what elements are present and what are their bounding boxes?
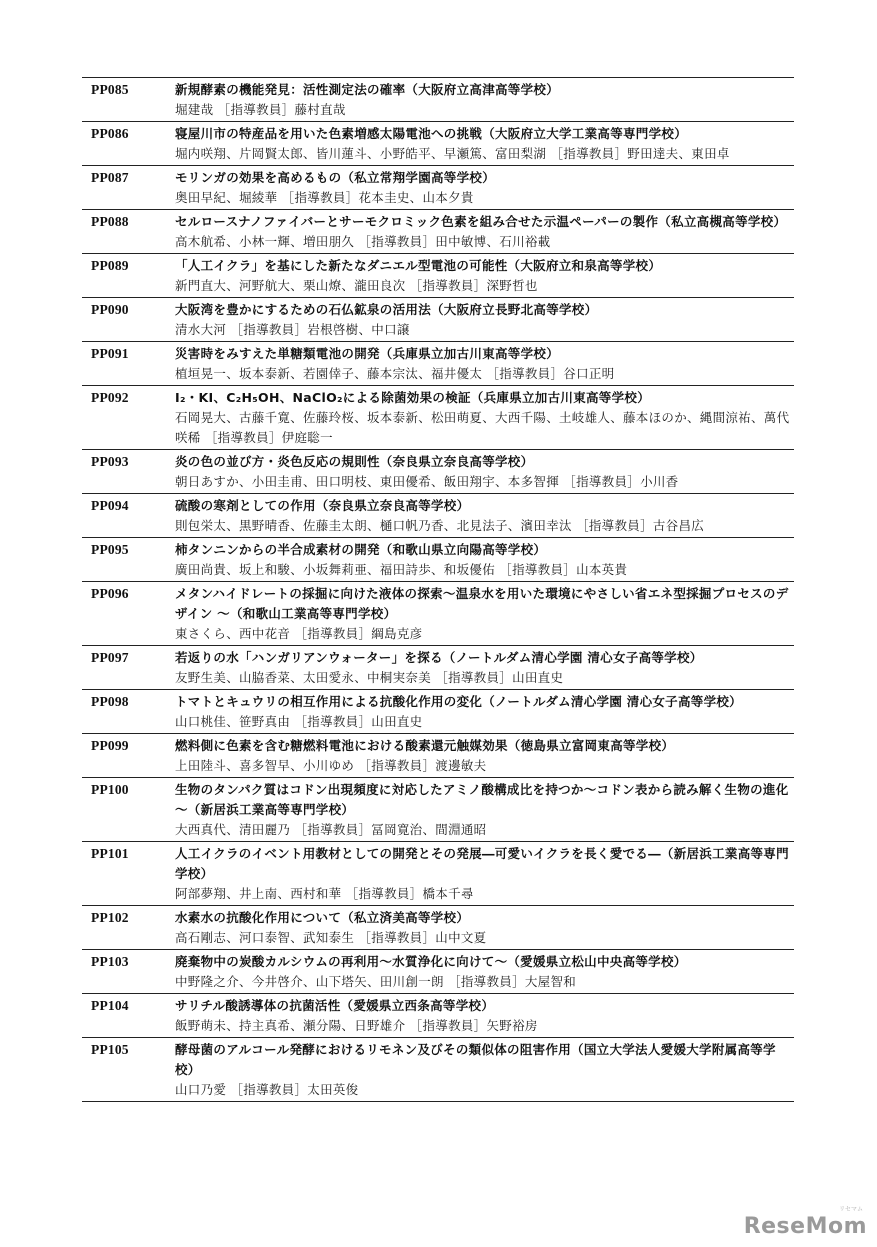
entry-authors: 堀内咲翔、片岡賢太郎、皆川蓮斗、小野皓平、早瀬篤、富田梨湖 ［指導教員］野田達夫、東田卓 xyxy=(175,146,730,161)
entry-id: PP086 xyxy=(91,126,129,141)
resemom-logo: ReseMom xyxy=(743,1214,867,1239)
entry-authors: 廣田尚貴、坂上和駿、小坂舞莉亜、福田詩歩、和坂優佑 ［指導教員］山本英貴 xyxy=(175,562,628,577)
entry-title: 硫酸の寒剤としての作用（奈良県立奈良高等学校） xyxy=(175,498,470,513)
table-row xyxy=(82,734,794,778)
entry-authors: 清水大河 ［指導教員］岩根啓樹、中口譲 xyxy=(175,322,410,337)
entry-title: トマトとキュウリの相互作用による抗酸化作用の変化（ノートルダム清心学園 清心女子高等学校） xyxy=(175,694,742,709)
entry-title: 生物のタンパク質はコドン出現頻度に対応したアミノ酸構成比を持つか～コドン表から読み解く生物の進化～（新居浜工業高等専門学校） xyxy=(175,782,789,817)
entry-title: 大阪湾を豊かにするための石仏鉱泉の活用法（大阪府立長野北高等学校） xyxy=(175,302,598,317)
entry-authors: 植垣晃一、坂本泰新、若園倖子、藤本宗汰、福井優太 ［指導教員］谷口正明 xyxy=(175,366,615,381)
entry-authors: 朝日あすか、小田圭甫、田口明枝、東田優希、飯田翔宇、本多智揮 ［指導教員］小川香 xyxy=(175,474,679,489)
table-row xyxy=(82,994,794,1038)
entry-authors: 高木航希、小林一輝、増田朋久 ［指導教員］田中敏博、石川裕載 xyxy=(175,234,551,249)
entry-authors: 山口乃愛 ［指導教員］太田英俊 xyxy=(175,1082,359,1097)
entry-authors: 友野生美、山脇香菜、太田愛永、中桐実奈美 ［指導教員］山田直史 xyxy=(175,670,564,685)
watermark-subtext: リセマム xyxy=(839,1206,863,1213)
table-row xyxy=(82,646,794,690)
table-row xyxy=(82,1038,794,1102)
entry-title: モリンガの効果を高めるもの（私立常翔学園高等学校） xyxy=(175,170,496,185)
entry-title: 「人工イクラ」を基にした新たなダニエル型電池の可能性（大阪府立和泉高等学校） xyxy=(175,258,662,273)
entry-id: PP101 xyxy=(91,846,129,861)
entry-id: PP096 xyxy=(91,586,129,601)
entry-title: 寝屋川市の特産品を用いた色素増感太陽電池への挑戦（大阪府立大学工業高等専門学校） xyxy=(175,126,688,141)
entry-id: PP100 xyxy=(91,782,129,797)
table-row xyxy=(82,842,794,906)
table-row xyxy=(82,538,794,582)
table-row xyxy=(82,122,794,166)
entry-title: サリチル酸誘導体の抗菌活性（愛媛県立西条高等学校） xyxy=(175,998,495,1013)
entry-id: PP091 xyxy=(91,346,129,361)
table-row xyxy=(82,906,794,950)
table-row xyxy=(82,298,794,342)
entry-id: PP105 xyxy=(91,1042,129,1057)
entry-title: 災害時をみすえた単糖類電池の開発（兵庫県立加古川東高等学校） xyxy=(175,346,560,361)
entry-id: PP104 xyxy=(91,998,129,1013)
table-row xyxy=(82,690,794,734)
entry-id: PP092 xyxy=(91,390,129,405)
entry-id: PP090 xyxy=(91,302,129,317)
entry-id: PP088 xyxy=(91,214,129,229)
entry-id: PP102 xyxy=(91,910,129,925)
entry-id: PP099 xyxy=(91,738,129,753)
entry-title: 水素水の抗酸化作用について（私立済美高等学校） xyxy=(175,910,470,925)
entry-authors: 山口桃佳、笹野真由 ［指導教員］山田直史 xyxy=(175,714,423,729)
table-row xyxy=(82,210,794,254)
entry-id: PP103 xyxy=(91,954,129,969)
entry-authors: 東さくら、西中花音 ［指導教員］綱島克彦 xyxy=(175,626,423,641)
table-row xyxy=(82,166,794,210)
entry-title: 廃棄物中の炭酸カルシウムの再利用～水質浄化に向けて～（愛媛県立松山中央高等学校） xyxy=(175,954,687,969)
entry-title: 若返りの水「ハンガリアンウォーター」を探る（ノートルダム清心学園 清心女子高等学校） xyxy=(175,650,703,665)
table-row xyxy=(82,342,794,386)
table-row xyxy=(82,582,794,646)
entry-id: PP089 xyxy=(91,258,129,273)
entry-authors: 阿部夢翔、井上南、西村和華 ［指導教員］橋本千尋 xyxy=(175,886,474,901)
table-row xyxy=(82,778,794,842)
entry-authors: 新門直大、河野航大、栗山燎、瀧田良次 ［指導教員］深野哲也 xyxy=(175,278,538,293)
entry-authors: 石岡晃大、古藤千寛、佐藤玲桜、坂本泰新、松田萌夏、大西千陽、土岐雄人、藤本ほのか、縄間涼祐、萬代咲稀 ［指導教員］伊庭聡一 xyxy=(175,410,790,445)
table-row xyxy=(82,386,794,450)
entry-id: PP093 xyxy=(91,454,129,469)
entry-authors: 奥田早紀、堀綾華 ［指導教員］花本圭史、山本夕貴 xyxy=(175,190,474,205)
entry-authors: 則包栄太、黒野晴香、佐藤圭太朗、樋口帆乃香、北見法子、濱田幸汰 ［指導教員］古谷昌広 xyxy=(175,518,705,533)
entry-id: PP085 xyxy=(91,82,129,97)
entry-authors: 大西真代、清田麗乃 ［指導教員］冨岡寛治、間淵通昭 xyxy=(175,822,487,837)
table-row xyxy=(82,494,794,538)
entry-authors: 高石剛志、河口泰智、武知泰生 ［指導教員］山中文夏 xyxy=(175,930,487,945)
presentation-table xyxy=(82,77,794,1102)
table-row xyxy=(82,950,794,994)
entry-authors: 中野隆之介、今井啓介、山下塔矢、田川創一朗 ［指導教員］大屋智和 xyxy=(175,974,577,989)
entry-id: PP097 xyxy=(91,650,129,665)
entry-title: 柿タンニンからの半合成素材の開発（和歌山県立向陽高等学校） xyxy=(175,542,547,557)
entry-id: PP087 xyxy=(91,170,129,185)
entry-title: メタンハイドレートの採掘に向けた液体の探索～温泉水を用いた環境にやさしい省エネ型採掘プロセスのデザイン ～（和歌山工業高等専門学校） xyxy=(175,586,789,621)
entry-title: 炎の色の並び方・炎色反応の規則性（奈良県立奈良高等学校） xyxy=(175,454,534,469)
entry-title: 酵母菌のアルコール発酵におけるリモネン及びその類似体の阻害作用（国立大学法人愛媛大学附属高等学校） xyxy=(175,1042,776,1077)
entry-title: 燃料側に色素を含む糖燃料電池における酸素還元触媒効果（徳島県立富岡東高等学校） xyxy=(175,738,675,753)
table-row xyxy=(82,254,794,298)
entry-authors: 堀建哉 ［指導教員］藤村直哉 xyxy=(175,102,346,117)
table-row xyxy=(82,78,794,122)
entry-authors: 上田陸斗、喜多智早、小川ゆめ ［指導教員］渡邊敏夫 xyxy=(175,758,487,773)
entry-title: セルロースナノファイバーとサーモクロミック色素を組み合せた示温ペーパーの製作（私立高槻高等学校） xyxy=(175,214,787,229)
entry-id: PP095 xyxy=(91,542,129,557)
entry-id: PP098 xyxy=(91,694,129,709)
entry-title: 人工イクラのイベント用教材としての開発とその発展―可愛いイクラを長く愛でる―（新居浜工業高等専門学校） xyxy=(175,846,789,881)
entry-id: PP094 xyxy=(91,498,129,513)
entry-title: 新規酵素の機能発見：活性測定法の確率（大阪府立高津高等学校） xyxy=(175,82,560,97)
table-row xyxy=(82,450,794,494)
entry-title: I₂・KI、C₂H₅OH、NaClO₂による除菌効果の検証（兵庫県立加古川東高等学校） xyxy=(175,390,650,405)
entry-authors: 飯野萌未、持主真希、瀬分陽、日野雄介 ［指導教員］矢野裕房 xyxy=(175,1018,538,1033)
